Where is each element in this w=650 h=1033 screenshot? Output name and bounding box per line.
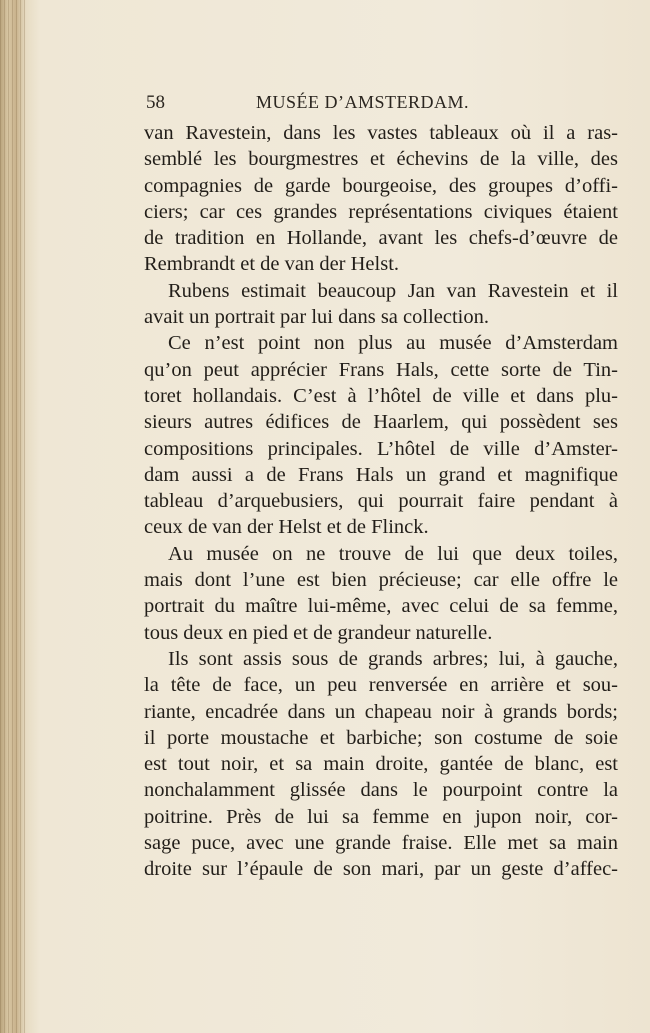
text-line: Rembrandt et de van der Helst. [144, 253, 400, 276]
text-line: tous deux en pied et de grandeur naturelle. [144, 621, 493, 644]
page-header [146, 92, 616, 116]
text-line: compositions principales. L’hôtel de ville d’Amster- [144, 437, 618, 460]
text-line: toret hollandais. C’est à l’hôtel de ville et dans plu- [144, 384, 618, 407]
book-page [28, 0, 650, 1033]
text-line: mais dont l’une est bien précieuse; car elle offre le [144, 569, 618, 592]
text-line: Au musée on ne trouve de lui que deux toiles, [168, 542, 618, 565]
text-line: semblé les bourgmestres et échevins de la ville, des [144, 148, 618, 171]
text-line: compagnies de garde bourgeoise, des groupes d’offi- [144, 174, 618, 197]
text-line: avait un portrait par lui dans sa collection. [144, 306, 489, 329]
text-line: ciers; car ces grandes représentations civiques étaient [144, 200, 618, 223]
text-line: qu’on peut apprécier Frans Hals, cette sorte de Tin- [144, 358, 618, 381]
page-edges [0, 0, 28, 1033]
text-line: dam aussi a de Frans Hals un grand et magnifique [144, 463, 618, 486]
text-line: van Ravestein, dans les vastes tableaux où il a ras- [144, 122, 618, 144]
text-line: nonchalamment glissée dans le pourpoint contre la [144, 779, 618, 802]
body-text [144, 120, 618, 883]
text-line: il porte moustache et barbiche; son costume de soie [144, 726, 618, 749]
text-line: poitrine. Près de lui sa femme en jupon noir, cor- [144, 805, 618, 828]
text-line: Ce n’est point non plus au musée d’Amsterdam [168, 332, 618, 355]
text-line: riante, encadrée dans un chapeau noir à grands bords; [144, 700, 618, 723]
text-line: portrait du maître lui-même, avec celui de sa femme, [144, 595, 618, 618]
text-line: droite sur l’épaule de son mari, par un geste d’affec- [144, 858, 618, 881]
text-line: sieurs autres édifices de Haarlem, qui possèdent ses [144, 411, 618, 434]
text-line: Ils sont assis sous de grands arbres; lui, à gauche, [168, 647, 618, 670]
text-line: est tout noir, et sa main droite, gantée de blanc, est [144, 753, 618, 776]
text-line: Rubens estimait beaucoup Jan van Ravestein et il [168, 279, 618, 302]
text-line: de tradition en Hollande, avant les chefs-d’œuvre de [144, 227, 618, 250]
page-number: 58 [146, 92, 165, 113]
running-title: MUSÉE D’AMSTERDAM. [256, 92, 470, 112]
text-line: tableau d’arquebusiers, qui pourrait faire pendant à [144, 490, 618, 513]
text-line: la tête de face, un peu renversée en arrière et sou- [144, 674, 618, 697]
text-line: ceux de van der Helst et de Flinck. [144, 516, 429, 539]
text-line: sage puce, avec une grande fraise. Elle met sa main [144, 832, 618, 855]
